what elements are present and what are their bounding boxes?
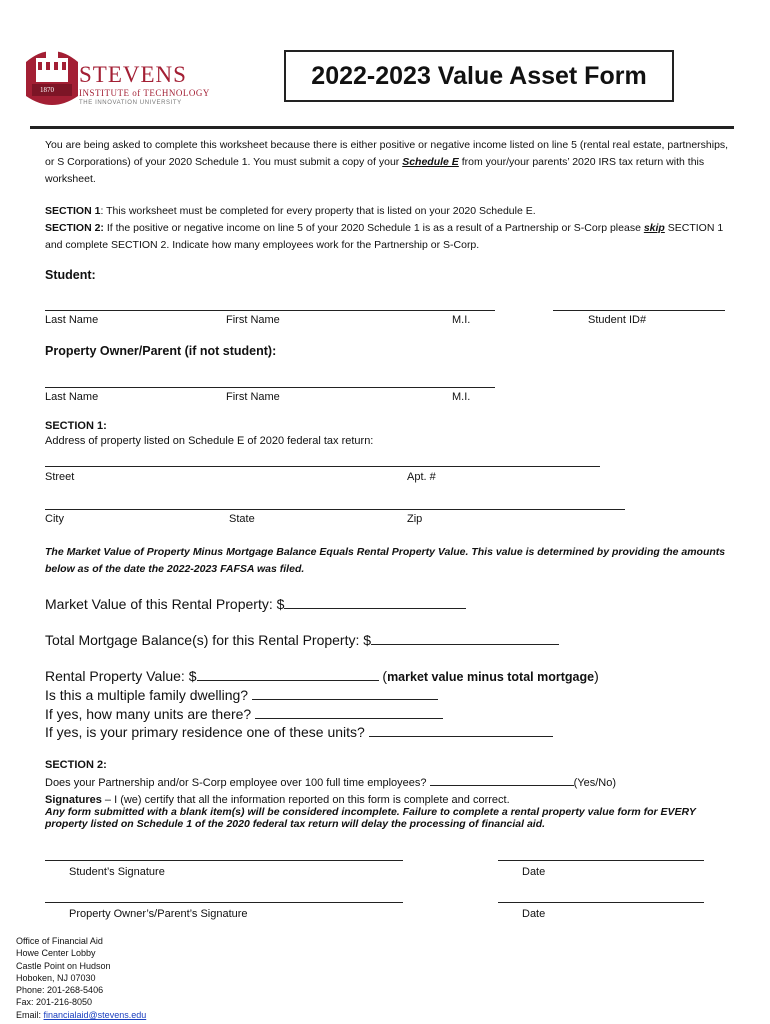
address-label: Address of property listed on Schedule E of 2020 federal tax return:: [45, 435, 374, 447]
owner-first-label: First Name: [226, 391, 280, 403]
primary-residence-row: If yes, is your primary residence one of these units?: [45, 724, 553, 740]
header-rule: [30, 126, 734, 129]
employees-row: Does your Partnership and/or S-Corp employee over 100 full time employees? (Yes/No): [45, 777, 616, 789]
units-row: If yes, how many units are there?: [45, 706, 443, 722]
market-value-row: Market Value of this Rental Property: $: [45, 596, 466, 612]
state-label: State: [229, 513, 255, 525]
zip-label: Zip: [407, 513, 423, 525]
owner-signature-field[interactable]: [45, 902, 403, 903]
stevens-logo: [22, 40, 212, 112]
student-name-field[interactable]: [45, 310, 495, 311]
owner-mi-label: M.I.: [452, 391, 471, 403]
owner-name-field[interactable]: [45, 387, 495, 388]
student-signature-field[interactable]: [45, 860, 403, 861]
student-date-field[interactable]: [498, 860, 704, 861]
owner-signature-label: Property Owner’s/Parent’s Signature: [69, 908, 248, 920]
student-mi-label: M.I.: [452, 314, 471, 326]
schedule-e-link: Schedule E: [402, 156, 459, 168]
apt-label: Apt. #: [407, 471, 436, 483]
street-field[interactable]: [45, 466, 600, 467]
signatures-certify: Signatures – I (we) certify that all the information reported on this form is complete and correct.: [45, 794, 510, 806]
owner-heading: Property Owner/Parent (if not student):: [45, 344, 277, 358]
rental-value-field[interactable]: [197, 668, 379, 681]
student-signature-label: Student’s Signature: [69, 866, 165, 878]
owner-last-label: Last Name: [45, 391, 99, 403]
form-title-box: [284, 50, 674, 102]
mortgage-field[interactable]: [371, 632, 559, 645]
units-field[interactable]: [255, 706, 443, 719]
student-heading: Student:: [45, 268, 96, 282]
section1-heading: SECTION 1:: [45, 420, 107, 432]
owner-date-field[interactable]: [498, 902, 704, 903]
student-first-label: First Name: [226, 314, 280, 326]
rental-value-row: Rental Property Value: $ (market value minus total mortgage): [45, 668, 599, 684]
city-state-zip-field[interactable]: [45, 509, 625, 510]
market-value-note: The Market Value of Property Minus Mortgage Balance Equals Rental Property Value. This value is determined by providing the amounts below as of the date the 2022-2023 FAFSA was filed.: [45, 546, 726, 575]
student-id-field[interactable]: [553, 310, 725, 311]
office-contact-block: Office of Financial Aid Howe Center Lobby Castle Point on Hudson Hoboken, NJ 07030 Phone: 201-268-5406 Fax: 201-216-8050 Email: financialaid@stevens.edu: [16, 936, 147, 1020]
employees-field[interactable]: [430, 775, 574, 786]
logo-name: STEVENS: [79, 62, 187, 87]
logo-tagline: THE INNOVATION UNIVERSITY: [79, 100, 182, 106]
page-title: 2022-2023 Value Asset Form: [311, 62, 647, 90]
incomplete-warning: Any form submitted with a blank item(s) will be considered incomplete. Failure to complete a rental property value form for EVERY property listed on Schedule 1 of the 2020 federal tax return will delay the processing of financial aid.: [45, 806, 696, 830]
market-value-field[interactable]: [284, 596, 466, 609]
city-label: City: [45, 513, 64, 525]
section2-heading: SECTION 2:: [45, 759, 107, 771]
email-link[interactable]: financialaid@stevens.edu: [43, 1009, 147, 1020]
primary-residence-field[interactable]: [369, 724, 553, 737]
student-date-label: Date: [522, 866, 546, 878]
logo-year: 1870: [40, 86, 54, 94]
mortgage-row: Total Mortgage Balance(s) for this Rental Property: $: [45, 632, 559, 648]
owner-date-label: Date: [522, 908, 546, 920]
intro-paragraph: You are being asked to complete this worksheet because there is either positive or negative income listed on line 5 (rental real estate, partnerships, or S Corporations) of your 2020 Schedule 1. You must submit a copy of your Schedule E from your/your parents’ 2020 IRS tax return with this worksheet.: [45, 139, 729, 185]
castle-seal-icon: [22, 40, 82, 112]
street-label: Street: [45, 471, 75, 483]
multi-family-row: Is this a multiple family dwelling?: [45, 687, 438, 703]
logo-subtitle: INSTITUTE of TECHNOLOGY: [79, 88, 210, 98]
student-last-label: Last Name: [45, 314, 99, 326]
student-id-label: Student ID#: [588, 314, 647, 326]
sections-intro: SECTION 1: This worksheet must be completed for every property that is listed on your 2020 Schedule E. SECTION 2: If the positive or negative income on line 5 of your 2020 Schedule 1 is as a result of a Partnership or S-Corp please skip SECTION 1 and complete SECTION 2. Indicate how many employees work for the Partnership or S-Corp.: [45, 205, 724, 251]
multi-family-field[interactable]: [252, 687, 438, 700]
